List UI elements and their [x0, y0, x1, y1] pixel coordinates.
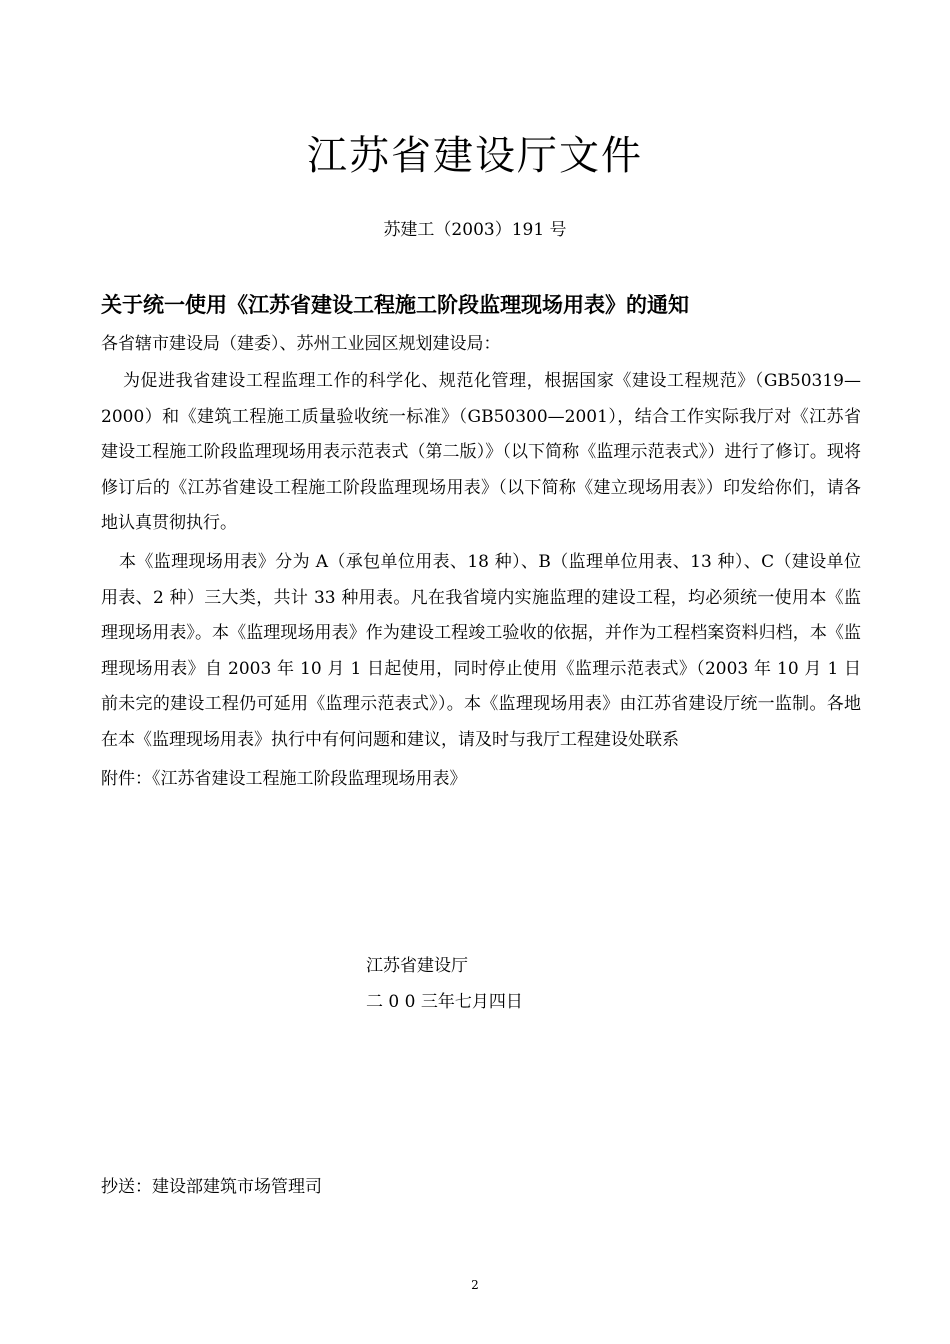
document-number: 苏建工（2003）191 号 — [383, 220, 567, 240]
notice-title: 关于统一使用《江苏省建设工程施工阶段监理现场用表》的通知 — [101, 293, 689, 317]
page-number: 2 — [471, 1278, 479, 1292]
paragraph-2: 本《监理现场用表》分为 A（承包单位用表、18 种）、B（监理单位用表、13 种）、C（建设单位用表、2 种）三大类，共计 33 种用表。凡在我省境内实施监理的建设工程，均必须统一使用本《监理现场用表》。本《监理现场用表》作为建设工程竣工验收的依据，并作为工程档案资料归档，本《监理现场用表》自 2003 年 10 月 1 日起使用，同时停止使用《监理示范表式》（2003 年 10 月 1 日前未完的建设工程仍可延用《监理示范表式》）。本《监理现场用表》由江苏省建设厅统一监制。各地在本《监理现场用表》执行中有何问题和建议，请及时与我厅工程建设处联系 — [101, 552, 861, 750]
paragraph-1: 为促进我省建设工程监理工作的科学化、规范化管理，根据国家《建设工程规范》（GB50319—2000）和《建筑工程施工质量验收统一标准》（GB50300—2001），结合工作实际我厅对《江苏省建设工程施工阶段监理现场用表示范表式（第二版）》（以下简称《监理示范表式》）进行了修订。现将修订后的《江苏省建设工程施工阶段监理现场用表》（以下简称《建立现场用表》）印发给你们，请各地认真贯彻执行。 — [101, 371, 861, 533]
salutation: 各省辖市建设局（建委）、苏州工业园区规划建设局： — [101, 334, 501, 354]
signing-organization: 江苏省建设厅 — [366, 956, 468, 976]
document-header-title: 江苏省建设厅文件 — [307, 133, 643, 179]
attachment-line: 附件：《江苏省建设工程施工阶段监理现场用表》 — [101, 769, 467, 789]
cc-line: 抄送：建设部建筑市场管理司 — [101, 1177, 322, 1197]
signing-date: 二 0 0 三年七月四日 — [366, 992, 523, 1012]
